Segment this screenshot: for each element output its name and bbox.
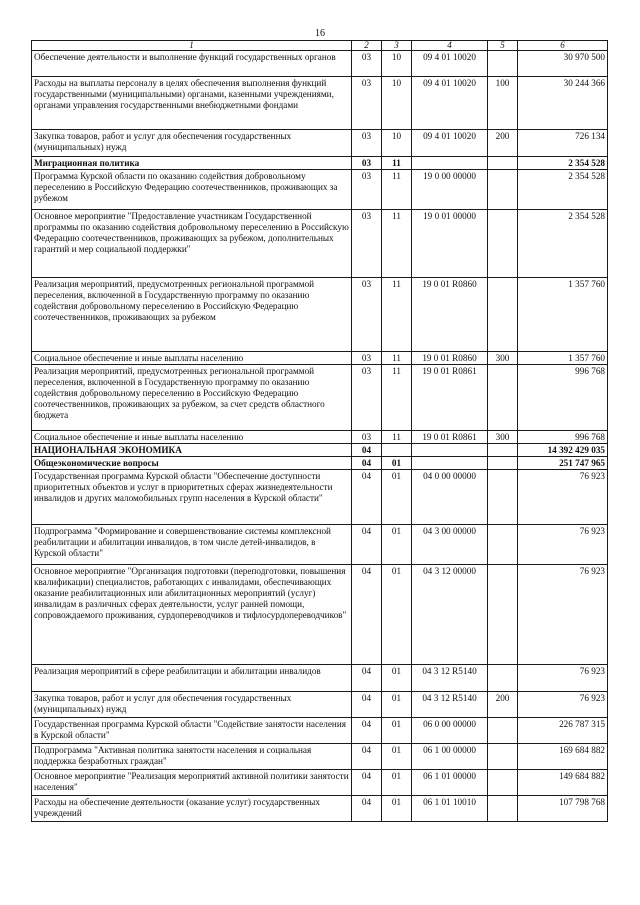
table-row [32, 770, 608, 796]
row-amount-cell: 76 923 [518, 665, 608, 692]
header-cell-amount: 6 [518, 41, 608, 51]
row-target-article-cell: 04 3 00 00000 [412, 525, 488, 565]
row-expense-type-cell [488, 744, 518, 770]
row-expense-type-cell [488, 51, 518, 77]
table-row [32, 470, 608, 525]
row-section-cell: 04 [352, 525, 382, 565]
table-row [32, 718, 608, 744]
row-name-cell: Расходы на обеспечение деятельности (оказание услуг) государственных учреждений [32, 796, 352, 822]
row-amount-cell: 2 354 528 [518, 157, 608, 170]
table-row [32, 278, 608, 352]
row-name-cell: Социальное обеспечение и иные выплаты населению [32, 431, 352, 444]
header-cell-target-article: 4 [412, 41, 488, 51]
row-target-article-cell: 19 0 01 R0860 [412, 278, 488, 352]
row-section-cell: 04 [352, 565, 382, 665]
row-target-article-cell: 19 0 01 R0861 [412, 431, 488, 444]
row-expense-type-cell [488, 770, 518, 796]
row-amount-cell: 149 684 882 [518, 770, 608, 796]
row-amount-cell: 107 798 768 [518, 796, 608, 822]
row-target-article-cell: 09 4 01 10020 [412, 51, 488, 77]
row-target-article-cell: 06 1 01 00000 [412, 770, 488, 796]
row-subsection-cell: 01 [382, 770, 412, 796]
row-subsection-cell: 10 [382, 51, 412, 77]
row-section-cell: 03 [352, 170, 382, 210]
row-subsection-cell [382, 444, 412, 457]
row-amount-cell: 1 357 760 [518, 278, 608, 352]
row-expense-type-cell [488, 170, 518, 210]
row-section-cell: 04 [352, 796, 382, 822]
row-amount-cell: 2 354 528 [518, 170, 608, 210]
table-row [32, 665, 608, 692]
row-name-cell: Основное мероприятие "Организация подготовки (переподготовки, повышения квалификации) специалистов, работающих с инвалидами, обеспечивающих оказание реабилитационных или абилитационных мероприятий (услуг) инвалидам в различных сферах деятельности, услуг ранней помощи, сопровождаемого проживания, сурдопереводчиков и тифлосурдопереводчиков" [32, 565, 352, 665]
row-subsection-cell: 11 [382, 365, 412, 431]
row-section-cell: 04 [352, 692, 382, 718]
row-subsection-cell: 01 [382, 692, 412, 718]
row-amount-cell: 30 970 500 [518, 51, 608, 77]
row-expense-type-cell [488, 718, 518, 744]
row-subsection-cell: 11 [382, 170, 412, 210]
row-section-cell: 04 [352, 470, 382, 525]
row-section-cell: 04 [352, 744, 382, 770]
row-subsection-cell: 10 [382, 77, 412, 130]
row-target-article-cell: 19 0 01 00000 [412, 210, 488, 278]
row-target-article-cell: 06 1 00 00000 [412, 744, 488, 770]
table-row [32, 796, 608, 822]
row-expense-type-cell [488, 278, 518, 352]
row-amount-cell: 76 923 [518, 692, 608, 718]
table-row [32, 444, 608, 457]
row-expense-type-cell: 200 [488, 692, 518, 718]
row-expense-type-cell [488, 796, 518, 822]
table-row [32, 157, 608, 170]
row-name-cell: Основное мероприятие "Реализация мероприятий активной политики занятости населения" [32, 770, 352, 796]
row-amount-cell: 169 684 882 [518, 744, 608, 770]
row-expense-type-cell [488, 365, 518, 431]
row-target-article-cell: 09 4 01 10020 [412, 130, 488, 157]
row-section-cell: 03 [352, 278, 382, 352]
row-subsection-cell: 01 [382, 457, 412, 470]
row-target-article-cell: 19 0 01 R0861 [412, 365, 488, 431]
header-row [32, 41, 608, 51]
row-name-cell: Основное мероприятие "Предоставление участникам Государственной программы по оказанию содействия добровольному переселению в Российскую Федерацию соотечественников, проживающих за рубежом, дополнительных гарантий и мер социальной поддержки" [32, 210, 352, 278]
row-amount-cell: 2 354 528 [518, 210, 608, 278]
row-section-cell: 03 [352, 157, 382, 170]
row-subsection-cell: 10 [382, 130, 412, 157]
row-name-cell: Общеэкономические вопросы [32, 457, 352, 470]
row-name-cell: Государственная программа Курской области "Содействие занятости населения в Курской области" [32, 718, 352, 744]
row-subsection-cell: 11 [382, 210, 412, 278]
table-row [32, 51, 608, 77]
row-expense-type-cell: 300 [488, 352, 518, 365]
row-subsection-cell: 11 [382, 431, 412, 444]
row-section-cell: 04 [352, 770, 382, 796]
table-row [32, 744, 608, 770]
row-target-article-cell: 04 3 12 00000 [412, 565, 488, 665]
table-row [32, 170, 608, 210]
row-section-cell: 03 [352, 365, 382, 431]
table-row [32, 210, 608, 278]
row-section-cell: 03 [352, 130, 382, 157]
row-target-article-cell [412, 444, 488, 457]
row-amount-cell: 726 134 [518, 130, 608, 157]
row-expense-type-cell [488, 470, 518, 525]
table-row [32, 525, 608, 565]
row-name-cell: Государственная программа Курской области "Обеспечение доступности приоритетных объектов и услуг в приоритетных сферах жизнедеятельности инвалидов и других маломобильных групп населения в Курской области" [32, 470, 352, 525]
row-section-cell: 04 [352, 665, 382, 692]
table-row [32, 457, 608, 470]
row-expense-type-cell: 100 [488, 77, 518, 130]
table-row [32, 77, 608, 130]
table-row [32, 365, 608, 431]
row-expense-type-cell [488, 157, 518, 170]
row-expense-type-cell [488, 457, 518, 470]
row-section-cell: 03 [352, 51, 382, 77]
row-subsection-cell: 01 [382, 796, 412, 822]
row-name-cell: Социальное обеспечение и иные выплаты населению [32, 352, 352, 365]
row-name-cell: Реализация мероприятий, предусмотренных региональной программой переселения, включенной в Государственную программу по оказанию содействия добровольному переселению в Российскую Федерацию соотечественников, проживающих за рубежом [32, 278, 352, 352]
row-subsection-cell: 11 [382, 278, 412, 352]
row-subsection-cell: 01 [382, 470, 412, 525]
row-subsection-cell: 01 [382, 565, 412, 665]
row-subsection-cell: 11 [382, 352, 412, 365]
row-name-cell: Реализация мероприятий, предусмотренных региональной программой переселения, включенной в Государственную программу по оказанию содействия добровольному переселению в Российскую Федерацию соотечественников, проживающих за рубежом, за счет средств областного бюджета [32, 365, 352, 431]
row-expense-type-cell [488, 525, 518, 565]
row-amount-cell: 30 244 366 [518, 77, 608, 130]
table-row [32, 565, 608, 665]
row-target-article-cell: 04 0 00 00000 [412, 470, 488, 525]
row-name-cell: НАЦИОНАЛЬНАЯ ЭКОНОМИКА [32, 444, 352, 457]
row-expense-type-cell [488, 565, 518, 665]
table-row [32, 352, 608, 365]
header-cell-expense-type: 5 [488, 41, 518, 51]
row-target-article-cell: 06 1 01 10010 [412, 796, 488, 822]
row-target-article-cell [412, 457, 488, 470]
row-target-article-cell: 09 4 01 10020 [412, 77, 488, 130]
row-section-cell: 04 [352, 444, 382, 457]
row-amount-cell: 1 357 760 [518, 352, 608, 365]
row-subsection-cell: 11 [382, 157, 412, 170]
row-amount-cell: 76 923 [518, 565, 608, 665]
row-subsection-cell: 01 [382, 744, 412, 770]
row-subsection-cell: 01 [382, 718, 412, 744]
page-number: 16 [315, 28, 325, 39]
row-amount-cell: 14 392 429 035 [518, 444, 608, 457]
row-name-cell: Обеспечение деятельности и выполнение функций государственных органов [32, 51, 352, 77]
row-name-cell: Закупка товаров, работ и услуг для обеспечения государственных (муниципальных) нужд [32, 130, 352, 157]
row-amount-cell: 996 768 [518, 431, 608, 444]
row-amount-cell: 996 768 [518, 365, 608, 431]
row-section-cell: 03 [352, 77, 382, 130]
row-expense-type-cell [488, 665, 518, 692]
row-subsection-cell: 01 [382, 525, 412, 565]
row-expense-type-cell: 200 [488, 130, 518, 157]
row-amount-cell: 76 923 [518, 470, 608, 525]
table-row [32, 431, 608, 444]
row-target-article-cell [412, 157, 488, 170]
row-name-cell: Реализация мероприятий в сфере реабилитации и абилитации инвалидов [32, 665, 352, 692]
row-expense-type-cell [488, 210, 518, 278]
row-target-article-cell: 04 3 12 R5140 [412, 692, 488, 718]
row-name-cell: Подпрограмма "Активная политика занятости населения и социальная поддержка безработных граждан" [32, 744, 352, 770]
row-amount-cell: 76 923 [518, 525, 608, 565]
row-target-article-cell: 19 0 01 R0860 [412, 352, 488, 365]
header-cell-name: 1 [32, 41, 352, 51]
header-cell-section: 2 [352, 41, 382, 51]
row-target-article-cell: 04 3 12 R5140 [412, 665, 488, 692]
row-section-cell: 03 [352, 210, 382, 278]
row-target-article-cell: 06 0 00 00000 [412, 718, 488, 744]
row-amount-cell: 226 787 315 [518, 718, 608, 744]
header-cell-subsection: 3 [382, 41, 412, 51]
row-expense-type-cell: 300 [488, 431, 518, 444]
row-expense-type-cell [488, 444, 518, 457]
budget-table [31, 40, 608, 822]
row-section-cell: 04 [352, 457, 382, 470]
row-amount-cell: 251 747 965 [518, 457, 608, 470]
row-subsection-cell: 01 [382, 665, 412, 692]
row-target-article-cell: 19 0 00 00000 [412, 170, 488, 210]
row-name-cell: Подпрограмма "Формирование и совершенствование системы комплексной реабилитации и абилитации инвалидов, в том числе детей-инвалидов, в Курской области" [32, 525, 352, 565]
table-row [32, 130, 608, 157]
row-name-cell: Закупка товаров, работ и услуг для обеспечения государственных (муниципальных) нужд [32, 692, 352, 718]
row-name-cell: Расходы на выплаты персоналу в целях обеспечения выполнения функций государственными (муниципальными) органами, казенными учреждениями, органами управления государственными внебюджетными фондами [32, 77, 352, 130]
row-section-cell: 04 [352, 718, 382, 744]
row-section-cell: 03 [352, 431, 382, 444]
table-row [32, 692, 608, 718]
row-name-cell: Миграционная политика [32, 157, 352, 170]
row-section-cell: 03 [352, 352, 382, 365]
row-name-cell: Программа Курской области по оказанию содействия добровольному переселению в Российскую Федерацию соотечественников, проживающих за рубежом [32, 170, 352, 210]
